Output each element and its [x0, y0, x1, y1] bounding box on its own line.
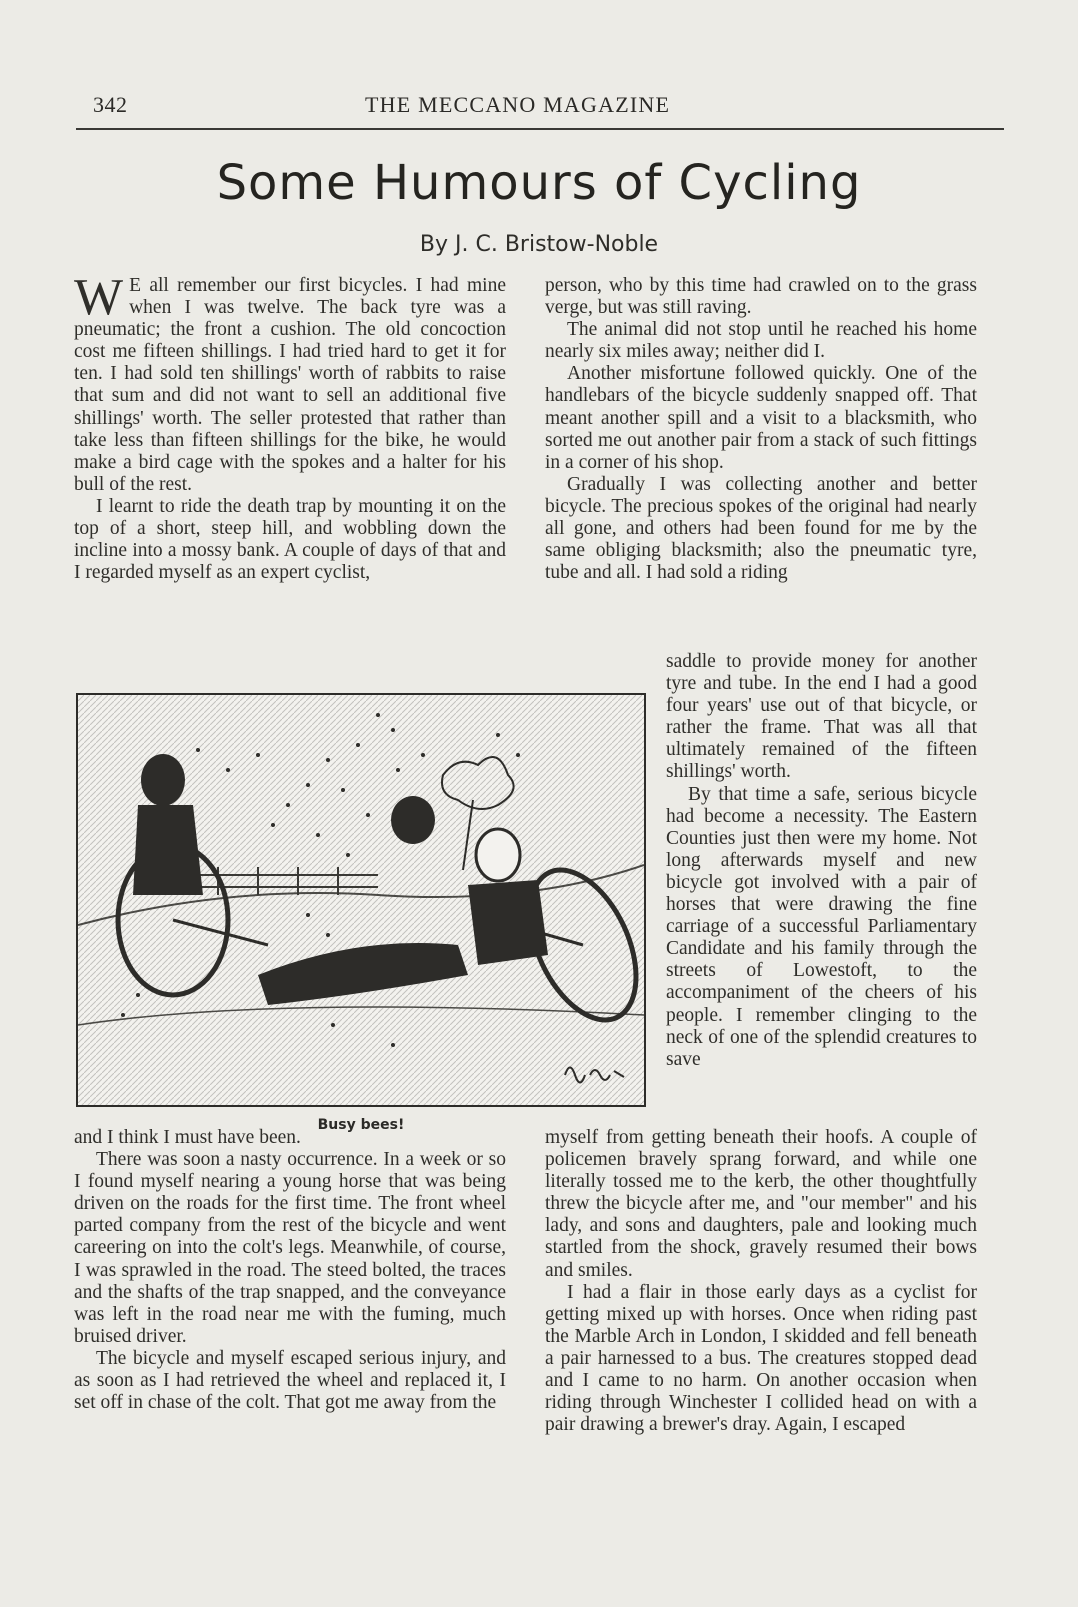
column-2-narrow — [666, 651, 977, 1071]
paragraph: The bicycle and myself escaped serious injury, and as soon as I had retrieved the wheel and replaced it, I set off in chase of the colt. That got me away from the — [74, 1347, 506, 1414]
paragraph: W E all remember our first bicycles. I had mine when I was twelve. The back tyre was a pneumatic; the front a cushion. The old concoction cost me fifteen shillings. I had tried hard to get it for ten. I had sold ten shillings' worth of rabbits to raise that sum and did not want to sell an additional five shillings' worth. The seller protested that rather than take less than fifteen shillings for the bike, he would make a bird cage with the spokes and a halter for his bull of the rest. — [74, 269, 506, 495]
paragraph: Gradually I was collecting another and better bicycle. The precious spokes of the original had nearly all gone, and others had been found for me by the same obliging blacksmith; also the pneumatic tyre, tube and all. I had sold a riding — [545, 473, 977, 584]
running-head: THE MECCANO MAGAZINE — [365, 92, 671, 117]
paragraph: Another misfortune followed quickly. One of the handlebars of the bicycle suddenly snapped off. That meant another spill and a visit to a blacksmith, who sorted me out another pair from a stack of such fittings in a corner of his shop. — [545, 363, 977, 473]
header-rule — [76, 128, 1004, 130]
paragraph: saddle to provide money for another tyre and tube. In the end I had a good four years' use out of that bicycle, or rather the frame. That was all that ultimately remained of the fifteen shillings' worth. — [666, 651, 977, 783]
paragraph: person, who by this time had crawled on to the grass verge, but was still raving. — [545, 275, 977, 319]
drop-cap: W — [74, 269, 124, 326]
paragraph: I had a flair in those early days as a cyclist for getting mixed up with horses. Once when riding past the Marble Arch in London, I skidded and fell beneath a pair harnessed to a bus. The creatures stopped dead and I came to no harm. On another occasion when riding through Winchester I collided head on with a pair drawing a brewer's dray. Again, I escaped — [545, 1281, 977, 1436]
page-number: 342 — [93, 92, 128, 117]
column-1-top — [74, 269, 506, 584]
figure-caption: Busy bees! — [317, 1117, 405, 1133]
article-byline: By J. C. Bristow-Noble — [419, 232, 659, 257]
paragraph: There was soon a nasty occurrence. In a week or so I found myself nearing a young horse that was being driven on the roads for the first time. The front wheel parted company from the rest of the bicycle and went careering on into the colt's legs. Meanwhile, of course, I was sprawled in the road. The steed bolted, the traces and the shafts of the trap snapped, and the conveyance was left in the road near me with the fuming, much bruised driver. — [74, 1149, 506, 1347]
paragraph: The animal did not stop until he reached his home nearly six miles away; neither did I. — [545, 319, 977, 363]
illustration-busy-bees — [76, 693, 646, 1107]
column-2-top — [545, 275, 977, 584]
paragraph: I learnt to ride the death trap by mounting it on the top of a short, steep hill, and wobbling down the incline into a mossy bank. A couple of days of that and I regarded myself as an expert cyclist, — [74, 495, 506, 584]
paragraph: By that time a safe, serious bicycle had become a necessity. The Eastern Counties just then were my home. Not long afterwards myself and new bicycle got involved with a pair of horses that were drawing the fine carriage of a successful Parliamentary Candidate and his family through the streets of Lowestoft, to the accompaniment of the cheers of his people. I remember clinging to the neck of one of the splendid creatures to save — [666, 783, 977, 1070]
cartoon-drawing — [78, 695, 644, 1105]
paragraph: and I think I must have been. — [74, 1127, 301, 1148]
article-title: Some Humours of Cycling — [216, 155, 862, 211]
column-1-bottom — [74, 1127, 506, 1414]
paragraph: myself from getting beneath their hoofs. A couple of policemen bravely sprang forward, and while one literally tossed me to the kerb, the other thoughtfully threw the bicycle after me, and "our member" and his lady, and sons and daughters, pale and looking much startled from the shock, gravely resumed their bows and smiles. — [545, 1127, 977, 1281]
column-2-bottom — [545, 1127, 977, 1436]
